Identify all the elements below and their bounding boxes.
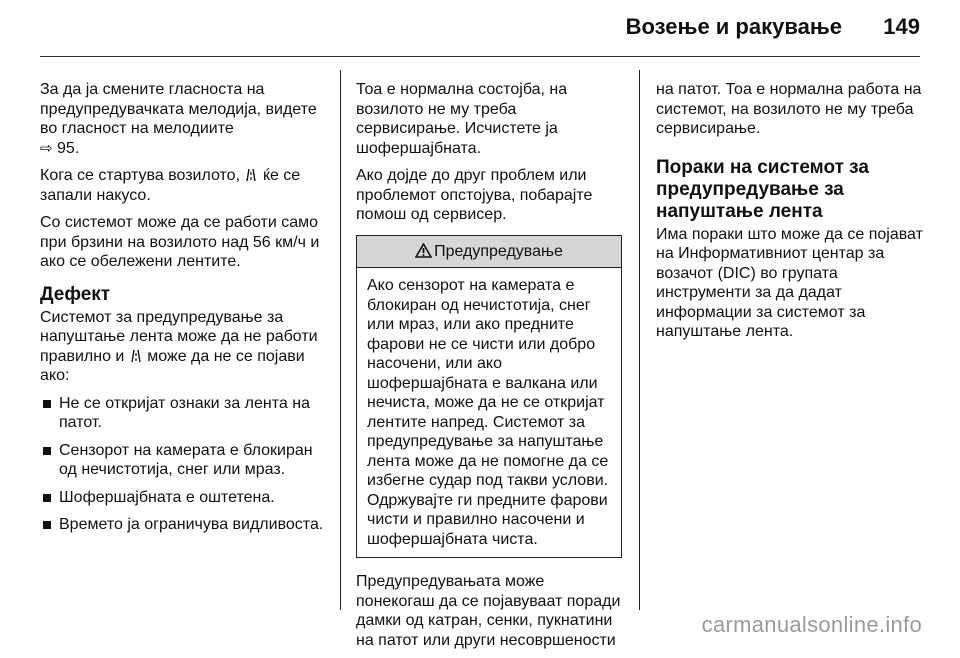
list-item: Не се откријат ознаки за лента на патот. [40,394,327,433]
lane-departure-icon [129,349,143,363]
page-title: Возење и ракување [625,14,842,39]
page-number: 149 [883,14,920,39]
page-header [0,0,960,58]
arrow-right-icon: ⇨ [40,139,53,157]
page-reference[interactable]: 95. [57,139,80,157]
header-rule [40,56,920,57]
column-2 [356,80,622,658]
column-divider [340,70,341,610]
paragraph: на патот. Тоа е нормална работа на системот, на возилото не му треба сервисирање. [656,81,922,137]
list-item: Шофершајбната е оштетена. [40,488,327,508]
paragraph: Тоа е нормална состојба, на возилото не му треба сервисирање. Исчистете ја шофершајбната. [356,81,568,157]
warning-triangle-icon [415,243,432,258]
paragraph: Ако дојде до друг проблем или проблемот опстојува, побарајте помош од сервисер. [356,167,593,223]
bullet-icon [43,494,51,502]
paragraph: Со системот може да се работи само при брзини на возилото над 56 км/ч и ако се обележени лентите. [40,214,320,270]
section-heading: Пораки на системот за предупредување за напуштање лента [656,156,869,222]
bullet-icon [43,400,51,408]
lane-departure-icon [244,168,258,182]
bullet-icon [43,447,51,455]
paragraph: За да ја смените гласноста на предупредувачката мелодија, видете во гласност на мелодиите ⇨ 95. [40,81,317,157]
condition-list [40,394,327,535]
list-item: Времето ја ограничува видливоста. [40,515,327,535]
paragraph: Кога се стартува возилото, ќе се запали накусо. [40,167,301,204]
list-item: Сензорот на камерата е блокиран од нечистотија, снег или мраз. [40,441,327,480]
column-divider [639,70,640,610]
warning-header [357,236,621,269]
section-heading: Дефект [40,283,111,305]
warning-title: Предупредување [434,242,563,260]
warning-box [356,235,622,559]
column-3 [656,80,924,350]
paragraph: Системот за предупредување за напуштање лента може да не работи правилно и може да не се појави ако: [40,308,318,384]
warning-body: Ако сензорот на камерата е блокиран од нечистотија, снег или мраз, или ако предните фарови не се чисти или добро насочени, или ако шофершајбната е валкана или нечиста, може да не се откријат лентите напред. Системот за предупредување за напуштање лента може да не помогне да се избегне судар под такви услови. Одржувајте ги предните фарови чисти и правилно насочени и шофершајбната чиста. [367,277,609,548]
paragraph: Предупредувањата може понекогаш да се појавуваат поради дамки од катран, сенки, пукнатини на патот или други несовршености [356,573,621,649]
bullet-icon [43,521,51,529]
column-1 [40,80,327,543]
paragraph: Има пораки што може да се појават на Информативниот центар за возачот (DIC) во групата инструменти за да дадат информации за системот за напуштање лента. [656,225,923,340]
watermark: carmanualsonline.info [701,612,922,637]
